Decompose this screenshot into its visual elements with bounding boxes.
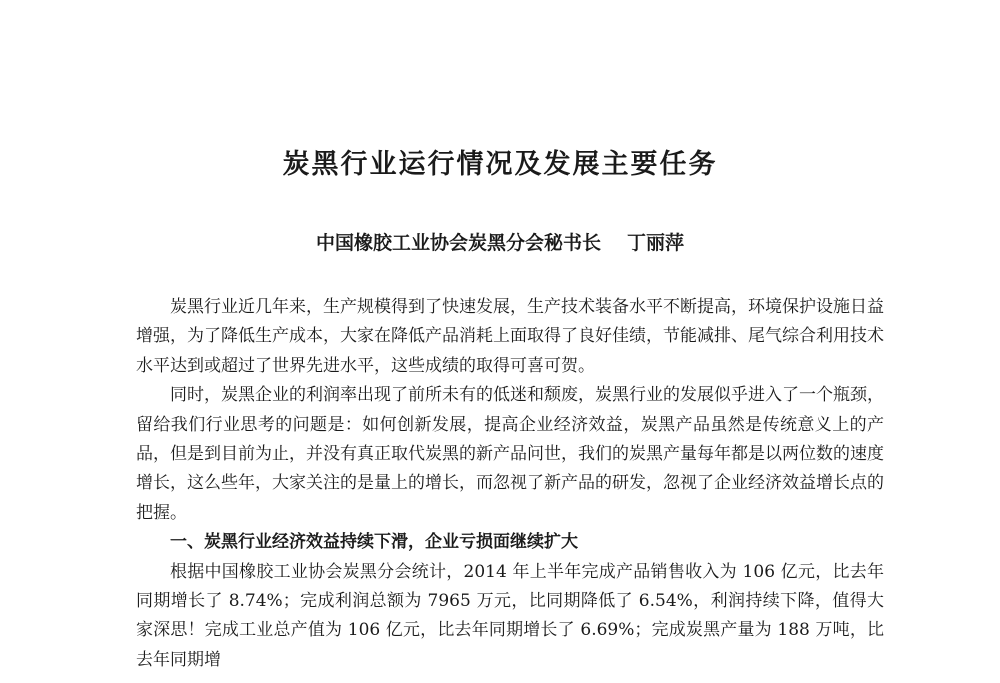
author-name: 丁丽萍 <box>627 232 685 254</box>
paragraph-intro: 炭黑行业近几年来，生产规模得到了快速发展，生产技术装备水平不断提高，环境保护设施日益增强，为了降低生产成本，大家在降低产品消耗上面取得了良好佳绩，节能减排、尾气综合利用技术水平达到或超过了世界先进水平，这些成绩的取得可喜可贺。 <box>136 297 884 376</box>
section-heading: 一、炭黑行业经济效益持续下滑，企业亏损面继续扩大 <box>170 532 578 553</box>
paragraph-statistics: 根据中国橡胶工业协会炭黑分会统计，2014 年上半年完成产品销售收入为 106 亿元，比去年同期增长了 8.74%；完成利润总额为 7965 万元，比同期降低了 6.54%，利润持续下降，值得大家深思！完成工业总产值为 106 亿元，比去年同期增长了 6.69%；完成炭黑产量为 188 万吨，比去年同期增 <box>136 561 884 670</box>
author-affiliation: 中国橡胶工业协会炭黑分会秘书长 <box>315 232 601 254</box>
paragraph-context: 同时，炭黑企业的利润率出现了前所未有的低迷和颓废，炭黑行业的发展似乎进入了一个瓶颈，留给我们行业思考的问题是：如何创新发展，提高企业经济效益，炭黑产品虽然是传统意义上的产品，但是到目前为止，并没有真正取代炭黑的新产品问世，我们的炭黑产量每年都是以两位数的速度增长，这么些年，大家关注的是量上的增长，而忽视了新产品的研发，忽视了企业经济效益增长点的把握。 <box>136 385 884 523</box>
author-line <box>0 228 1000 255</box>
document-body <box>136 293 884 675</box>
document-title: 炭黑行业运行情况及发展主要任务 <box>282 149 718 180</box>
